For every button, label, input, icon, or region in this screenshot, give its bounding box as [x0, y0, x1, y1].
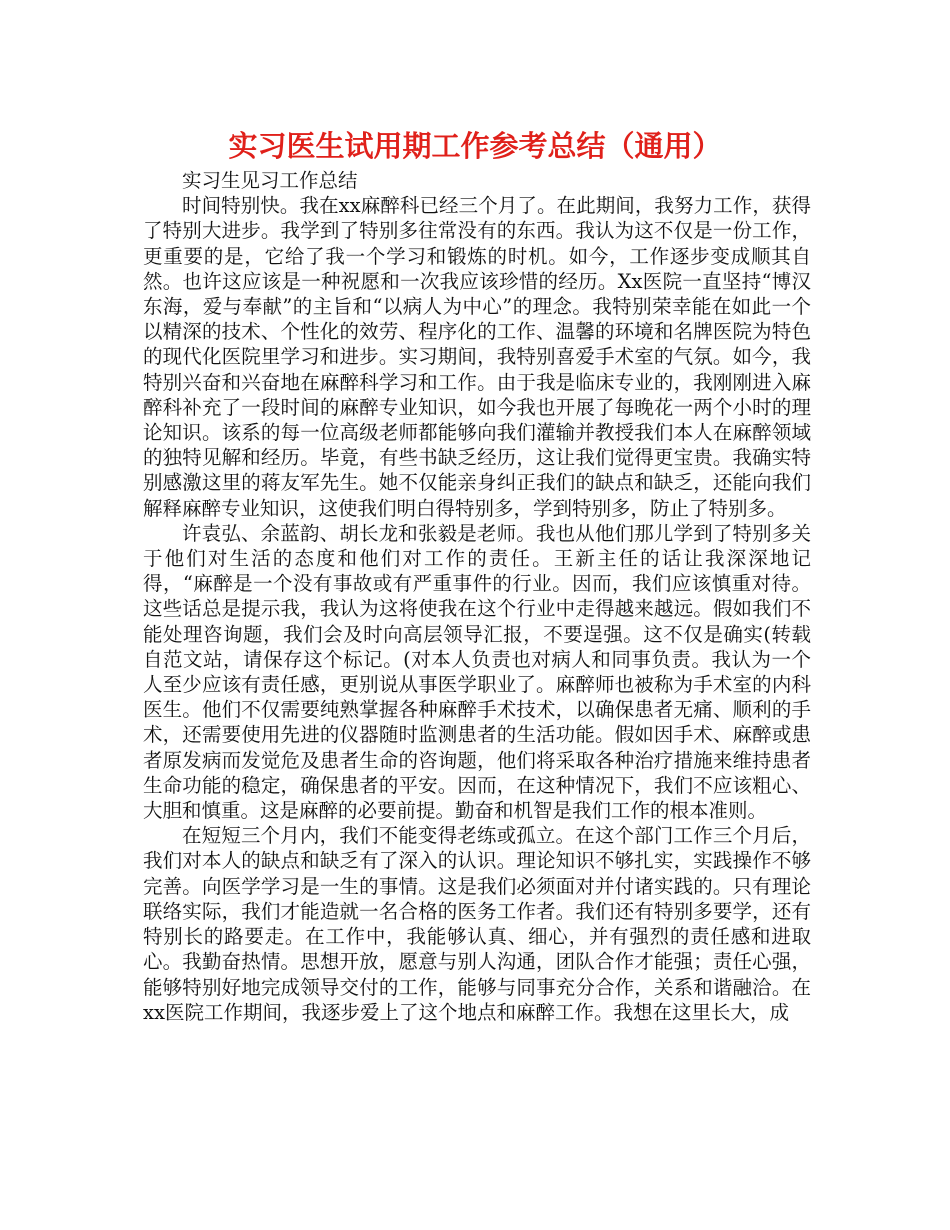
document-title: 实习医生试用期工作参考总结（通用） [228, 129, 722, 163]
document-body [143, 168, 811, 1025]
paragraph: 时间特别快。我在xx麻醉科已经三个月了。在此期间，我努力工作，获得了特别大进步。我学到了特别多往常没有的东西。我认为这不仅是一份工作，更重要的是，它给了我一个学习和锻炼的时机。如今，工作逐步变成顺其自然。也许这应该是一种祝愿和一次我应该珍惜的经历。Xx医院一直坚持“博汉东海，爱与奉献”的主旨和“以病人为中心”的理念。我特别荣幸能在如此一个以精深的技术、个性化的效劳、程序化的工作、温馨的环境和名牌医院为特色的现代化医院里学习和进步。实习期间，我特别喜爱手术室的气氛。如今，我特别兴奋和兴奋地在麻醉科学习和工作。由于我是临床专业的，我刚刚进入麻醉科补充了一段时间的麻醉专业知识，如今我也开展了每晚花一两个小时的理论知识。该系的每一位高级老师都能够向我们灌输并教授我们本人在麻醉领域的独特见解和经历。毕竟，有些书缺乏经历，这让我们觉得更宝贵。我确实特别感激这里的蒋友军先生。她不仅能亲身纠正我们的缺点和缺乏，还能向我们解释麻醉专业知识，这使我们明白得特别多，学到特别多，防止了特别多。 [143, 194, 811, 520]
paragraph: 许袁弘、余蓝韵、胡长龙和张毅是老师。我也从他们那儿学到了特别多关于他们对生活的态度和他们对工作的责任。王新主任的话让我深深地记得，“麻醉是一个没有事故或有严重事件的行业。因而，我们应该慎重对待。这些话总是提示我，我认为这将使我在这个行业中走得越来越远。假如我们不能处理咨询题，我们会及时向高层领导汇报，不要逞强。这不仅是确实(转载自范文站，请保存这个标记。(对本人负责也对病人和同事负责。我认为一个人至少应该有责任感，更别说从事医学职业了。麻醉师也被称为手术室的内科医生。他们不仅需要纯熟掌握各种麻醉手术技术，以确保患者无痛、顺利的手术，还需要使用先进的仪器随时监测患者的生活功能。假如因手术、麻醉或患者原发病而发觉危及患者生命的咨询题，他们将采取各种治疗措施来维持患者生命功能的稳定，确保患者的平安。因而，在这种情况下，我们不应该粗心、大胆和慎重。这是麻醉的必要前提。勤奋和机智是我们工作的根本准则。 [143, 521, 811, 823]
paragraph: 在短短三个月内，我们不能变得老练或孤立。在这个部门工作三个月后，我们对本人的缺点和缺乏有了深入的认识。理论知识不够扎实，实践操作不够完善。向医学学习是一生的事情。这是我们必须面对并付诸实践的。只有理论联络实际，我们才能造就一名合格的医务工作者。我们还有特别多要学，还有特别长的路要走。在工作中，我能够认真、细心，并有强烈的责任感和进取心。我勤奋热情。思想开放，愿意与别人沟通，团队合作才能强；责任心强，能够特别好地完成领导交付的工作，能够与同事充分合作，关系和谐融洽。在xx医院工作期间，我逐步爱上了这个地点和麻醉工作。我想在这里长大，成 [143, 824, 811, 1024]
paragraph-subtitle: 实习生见习工作总结 [182, 169, 358, 192]
